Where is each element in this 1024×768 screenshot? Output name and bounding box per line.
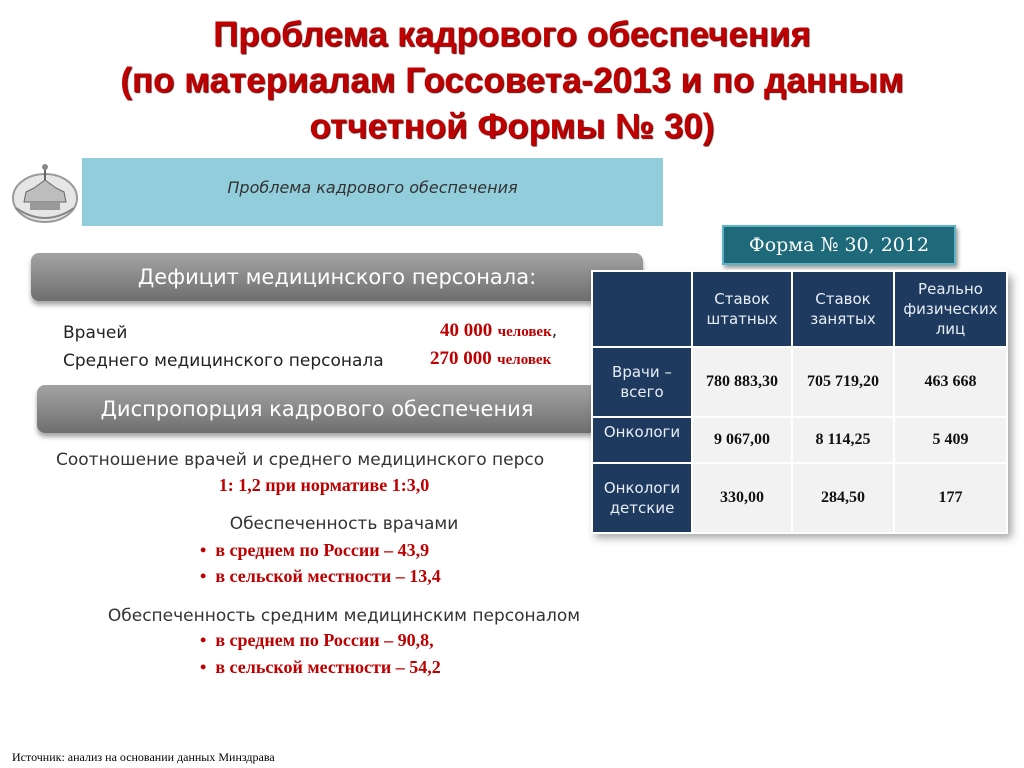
table-header-physical-persons: Реально физических лиц: [894, 271, 1007, 347]
table-cell: 780 883,30: [692, 347, 792, 417]
ratio-value: 1: 1,2 при нормативе 1:3,0: [218, 475, 430, 495]
ratio-label: Соотношение врачей и среднего медицинского персо: [56, 450, 545, 470]
table-cell: 284,50: [792, 463, 894, 533]
nurses-supply-item: • в среднем по России – 90,8,: [200, 630, 434, 650]
table-header-occupied-positions: Ставок занятых: [792, 271, 894, 347]
doctors-supply-item: • в среднем по России – 43,9: [200, 540, 430, 560]
nurses-supply-item-2: в сельской местности – 54,2: [215, 657, 441, 677]
deficit-doctors-suffix: ,: [551, 321, 558, 341]
table-row-label: Онкологи детские: [592, 463, 692, 533]
ministry-emblem-icon: [10, 158, 80, 228]
doctors-supply-item: • в сельской местности – 13,4: [200, 566, 441, 586]
table-row-label: Врачи – всего: [592, 347, 692, 417]
doctors-supply-title: Обеспеченность врачами: [229, 514, 459, 534]
table-row: [592, 463, 1007, 533]
deficit-doctors-unit: человек: [497, 324, 552, 340]
deficit-row-doctors-label: Врачей: [63, 323, 128, 343]
title-line-1: Проблема кадрового обеспечения: [213, 15, 811, 54]
nurses-supply-item: • в сельской местности – 54,2: [200, 657, 441, 677]
deficit-nurses-number: 270 000: [430, 348, 492, 369]
table-cell: 705 719,20: [792, 347, 894, 417]
topic-banner: [82, 158, 663, 226]
deficit-heading: Дефицит медицинского персонала:: [31, 253, 643, 301]
nurses-supply-item-1: в среднем по России – 90,8,: [215, 630, 434, 650]
title-line-2: (по материалам Госсовета-2013 и по данным: [120, 61, 904, 100]
table-row: [592, 347, 1007, 417]
doctors-supply-item-1: в среднем по России – 43,9: [215, 540, 430, 560]
table-cell: 177: [894, 463, 1007, 533]
banner-text: Проблема кадрового обеспечения: [227, 178, 518, 197]
table-row-label: Онкологи: [592, 417, 692, 463]
source-note: Источник: анализ на основании данных Минздрава: [12, 750, 275, 764]
deficit-row-nurses-label: Среднего медицинского персонала: [63, 351, 384, 371]
table-header-corner: [592, 271, 692, 347]
deficit-doctors-number: 40 000: [440, 320, 493, 341]
staffing-table: [591, 270, 1008, 532]
deficit-row-nurses-value: [430, 348, 551, 370]
title-line-3: отчетной Формы № 30): [309, 107, 715, 146]
table-cell: 9 067,00: [692, 417, 792, 463]
table-cell: 8 114,25: [792, 417, 894, 463]
nurses-supply-title: Обеспеченность средним медицинским персоналом: [107, 606, 581, 626]
deficit-row-doctors-value: [440, 320, 557, 342]
form-badge: Форма № 30, 2012: [722, 225, 956, 265]
slide-title: [0, 12, 1024, 150]
table-row: [592, 417, 1007, 463]
doctors-supply-item-2: в сельской местности – 13,4: [215, 566, 441, 586]
deficit-nurses-unit: человек: [497, 352, 552, 368]
table-cell: 463 668: [894, 347, 1007, 417]
disproportion-heading: Диспропорция кадрового обеспечения: [37, 385, 597, 433]
table-cell: 330,00: [692, 463, 792, 533]
table-cell: 5 409: [894, 417, 1007, 463]
table-header-staff-positions: Ставок штатных: [692, 271, 792, 347]
